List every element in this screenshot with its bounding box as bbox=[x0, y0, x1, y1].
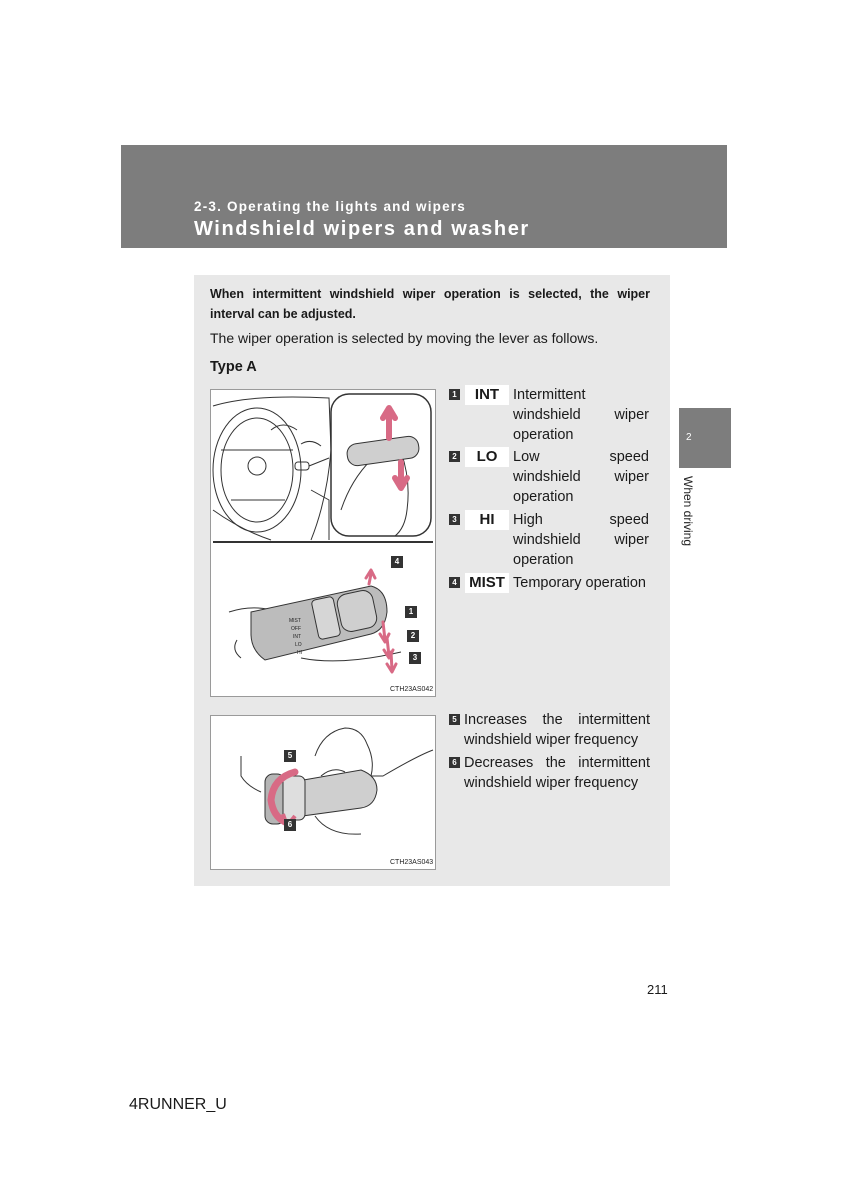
lever-mark-off: OFF bbox=[291, 626, 301, 632]
interval-ring-illustration bbox=[211, 716, 435, 869]
figure-code: CTH23AS043 bbox=[390, 859, 434, 866]
mode-label: MIST bbox=[465, 573, 509, 593]
mode-number: 2 bbox=[449, 451, 460, 462]
mode-description: Intermittent windshield wiper operation bbox=[513, 387, 649, 443]
mode-number: 1 bbox=[449, 389, 460, 400]
mode-description: High speed windshield wiper operation bbox=[513, 512, 649, 568]
mode-number: 3 bbox=[449, 514, 460, 525]
mode-label: HI bbox=[465, 510, 509, 530]
intro-text: The wiper operation is selected by moving the lever as follows. bbox=[210, 330, 599, 346]
lever-mark-lo: LO bbox=[295, 642, 302, 648]
content-panel bbox=[194, 275, 670, 886]
mode-label: LO bbox=[465, 447, 509, 467]
lever-mark-mist: MIST bbox=[289, 618, 301, 624]
wiper-lever-illustration bbox=[211, 390, 435, 696]
wiper-lever-figure bbox=[210, 389, 436, 697]
callout-6: 6 bbox=[284, 819, 296, 831]
type-label: Type A bbox=[210, 359, 257, 375]
adjust-description: Increases the intermittent windshield wiper frequency bbox=[464, 712, 650, 748]
mode-number: 4 bbox=[449, 577, 460, 588]
callout-1: 1 bbox=[405, 606, 417, 618]
section-subtitle: 2-3. Operating the lights and wipers bbox=[194, 199, 466, 214]
callout-4: 4 bbox=[391, 556, 403, 568]
footer-model: 4RUNNER_U bbox=[129, 1096, 227, 1113]
section-header bbox=[121, 145, 727, 248]
mode-description: Temporary operation bbox=[513, 575, 646, 591]
chapter-tab[interactable] bbox=[679, 408, 731, 468]
adjust-number: 6 bbox=[449, 757, 460, 768]
callout-5: 5 bbox=[284, 750, 296, 762]
lever-mark-hi: HI bbox=[297, 650, 302, 656]
adjust-description: Decreases the intermittent windshield wiper frequency bbox=[464, 755, 650, 791]
chapter-number: 2 bbox=[686, 432, 692, 443]
intro-bold-text: When intermittent windshield wiper operation is selected, the wiper interval can be adjusted. bbox=[210, 287, 650, 321]
mode-label: INT bbox=[465, 385, 509, 405]
page-number: 211 bbox=[647, 982, 668, 997]
adjust-number: 5 bbox=[449, 714, 460, 725]
callout-3: 3 bbox=[409, 652, 421, 664]
interval-adjust-figure bbox=[210, 715, 436, 870]
mode-description: Low speed windshield wiper operation bbox=[513, 449, 649, 505]
page-title: Windshield wipers and washer bbox=[194, 218, 530, 240]
callout-2: 2 bbox=[407, 630, 419, 642]
chapter-label: When driving bbox=[681, 476, 695, 547]
figure-code: CTH23AS042 bbox=[390, 686, 434, 693]
lever-mark-int: INT bbox=[293, 634, 302, 640]
